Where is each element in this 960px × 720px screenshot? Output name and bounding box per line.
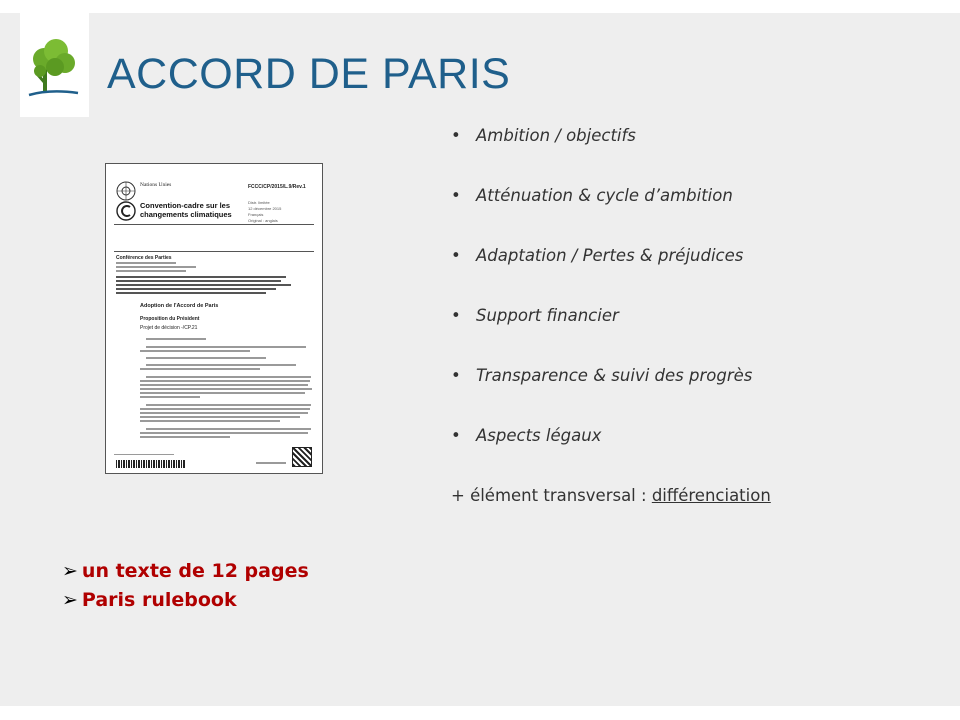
doc-convention-line2: changements climatiques <box>140 210 232 219</box>
barcode <box>116 460 186 468</box>
doc-language: Français <box>248 212 264 217</box>
slide <box>0 13 960 706</box>
doc-header-left: Nations Unies <box>140 182 172 188</box>
bullet-item: • Support financier <box>451 306 619 325</box>
bullet-item: • Ambition / objectifs <box>451 126 636 145</box>
unfccc-emblem-icon <box>116 201 136 221</box>
document-thumbnail <box>105 163 323 474</box>
bullet-item: • Atténuation & cycle d’ambition <box>451 186 733 205</box>
crosscutting-note <box>451 486 771 505</box>
bullet-item: • Adaptation / Pertes & préjudices <box>451 246 744 265</box>
bullet-text: Ambition / objectifs <box>476 126 636 145</box>
doc-adoption-title: Adoption de l'Accord de Paris <box>140 303 219 309</box>
arrow-bullet-icon: ➢ <box>62 589 78 611</box>
bullet-text: Adaptation / Pertes & préjudices <box>476 246 744 265</box>
doc-draft-decision: Projet de décision -/CP.21 <box>140 325 198 331</box>
doc-original: Original : anglais <box>248 218 278 223</box>
bullet-text: Support financier <box>476 306 619 325</box>
bullet-item: • Transparence & suivi des progrès <box>451 366 753 385</box>
note-text: Paris rulebook <box>81 589 237 611</box>
bullet-item: • Aspects légaux <box>451 426 602 445</box>
page-title: ACCORD DE PARIS <box>107 50 511 98</box>
doc-distribution: Distr. limitée <box>248 200 270 205</box>
bullet-text: Aspects légaux <box>476 426 602 445</box>
crosscutting-prefix: + élément transversal : <box>451 486 652 505</box>
qr-code <box>292 447 312 467</box>
doc-date: 12 décembre 2015 <box>248 206 282 211</box>
doc-conference: Conférence des Parties <box>116 255 172 261</box>
logo-panel <box>20 13 89 117</box>
un-emblem-icon <box>116 181 136 201</box>
note-item <box>62 589 309 618</box>
arrow-bullet-icon: ➢ <box>62 560 78 582</box>
crosscutting-underlined: différenciation <box>651 486 771 505</box>
notes-list <box>62 560 309 618</box>
doc-fccc-code: FCCC/CP/2015/L.9/Rev.1 <box>248 184 306 190</box>
doc-convention-line1: Convention-cadre sur les <box>140 201 231 210</box>
tree-logo-icon <box>20 13 89 117</box>
bullet-text: Atténuation & cycle d’ambition <box>476 186 733 205</box>
bullet-text: Transparence & suivi des progrès <box>476 366 753 385</box>
doc-proposal: Proposition du Président <box>140 316 200 322</box>
note-text: un texte de 12 pages <box>81 560 309 582</box>
note-item <box>62 560 309 589</box>
